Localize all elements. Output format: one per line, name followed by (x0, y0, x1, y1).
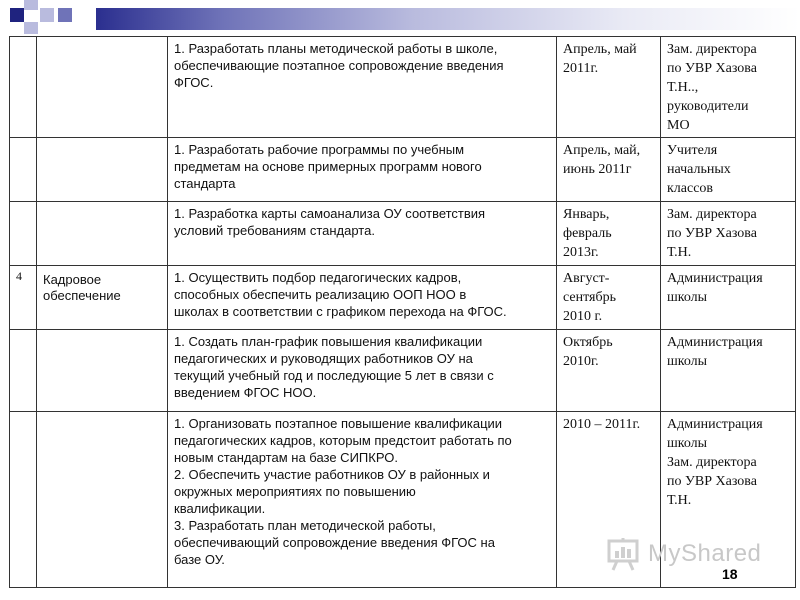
table-row (10, 202, 796, 266)
responsible-line: Т.Н. (667, 245, 692, 260)
task-cell (168, 266, 557, 330)
header-square-light (24, 22, 38, 34)
row-number (10, 138, 37, 202)
task-line: педагогических и руководящих работников ОУ на (174, 351, 473, 366)
table-row (10, 266, 796, 330)
task-line: 1. Организовать поэтапное повышение квалификации (174, 416, 503, 431)
responsible-line: классов (667, 181, 714, 196)
task-line: условий требованиям стандарта. (174, 223, 375, 238)
term-line: 2011г. (563, 61, 599, 76)
term-line: Апрель, май, (563, 143, 641, 158)
term-cell (557, 202, 661, 266)
task-line: 1. Создать план-график повышения квалификации (174, 334, 483, 349)
responsible-cell (661, 202, 796, 266)
responsible-cell (661, 37, 796, 138)
responsible-line: Зам. директора (667, 42, 757, 57)
task-line: 2. Обеспечить участие работников ОУ в районных и (174, 467, 490, 482)
term-line: июнь 2011г (563, 162, 632, 177)
term-cell (557, 37, 661, 138)
task-line: 1. Осуществить подбор педагогических кадров, (174, 270, 462, 285)
term-line: февраль (563, 226, 612, 241)
area-cell (37, 330, 168, 412)
task-line: обеспечивающий сопровождение введения ФГОС на (174, 535, 495, 550)
header-square-mid (58, 8, 72, 22)
area-cell (37, 202, 168, 266)
area-line: Кадровое (43, 272, 102, 287)
term-line: Август- (563, 271, 610, 286)
responsible-line: школы (667, 436, 708, 451)
header-square-dark (10, 8, 24, 22)
term-line: сентябрь (563, 290, 616, 305)
row-number: 4 (10, 266, 37, 330)
term-cell (557, 330, 661, 412)
task-line: 1. Разработать планы методической работы в школе, (174, 41, 498, 56)
task-line: предметам на основе примерных программ нового (174, 159, 482, 174)
task-cell (168, 138, 557, 202)
responsible-cell (661, 266, 796, 330)
responsible-line: Учителя (667, 143, 718, 158)
presentation-board-icon (606, 536, 642, 572)
responsible-line: по УВР Хазова (667, 474, 757, 489)
area-cell (37, 266, 168, 330)
responsible-line: МО (667, 118, 690, 133)
task-line: базе ОУ. (174, 552, 225, 567)
term-line: 2013г. (563, 245, 599, 260)
task-line: квалификации. (174, 501, 266, 516)
term-line: Январь, (563, 207, 610, 222)
plan-table (9, 36, 796, 588)
task-line: педагогических кадров, которым предстоит работать по (174, 433, 512, 448)
row-number (10, 412, 37, 588)
task-line: способных обеспечить реализацию ООП НОО в (174, 287, 467, 302)
responsible-line: Т.Н.., (667, 80, 699, 95)
table-row (10, 37, 796, 138)
row-number (10, 330, 37, 412)
term-cell (557, 138, 661, 202)
term-line: Апрель, май (563, 42, 637, 57)
responsible-line: школы (667, 290, 708, 305)
task-line: 1. Разработать рабочие программы по учебным (174, 142, 465, 157)
term-line: 2010 – 2011г. (563, 417, 641, 432)
watermark-text: MyShared (648, 540, 762, 567)
term-line: 2010 г. (563, 309, 603, 324)
header-square-light (40, 8, 54, 22)
task-line: окружных мероприятиях по повышению (174, 484, 416, 499)
responsible-line: Администрация (667, 271, 763, 286)
term-line: 2010г. (563, 354, 599, 369)
responsible-line: Зам. директора (667, 207, 757, 222)
header-square-light (24, 0, 38, 10)
task-line: обеспечивающие поэтапное сопровождение введения (174, 58, 504, 73)
term-cell (557, 266, 661, 330)
task-cell (168, 202, 557, 266)
header-gradient-bar (96, 8, 800, 30)
page-number: 18 (722, 566, 738, 582)
responsible-line: по УВР Хазова (667, 226, 757, 241)
task-line: новым стандартам на базе СИПКРО. (174, 450, 398, 465)
row-number (10, 202, 37, 266)
area-cell (37, 138, 168, 202)
task-line: 3. Разработать план методической работы, (174, 518, 436, 533)
responsible-line: Зам. директора (667, 455, 757, 470)
responsible-line: Администрация (667, 335, 763, 350)
responsible-cell (661, 138, 796, 202)
task-line: ФГОС. (174, 75, 214, 90)
responsible-line: Администрация (667, 417, 763, 432)
table-row (10, 138, 796, 202)
responsible-line: руководители (667, 99, 749, 114)
slide-header-decoration (0, 0, 800, 34)
table-row (10, 330, 796, 412)
task-cell (168, 330, 557, 412)
responsible-line: по УВР Хазова (667, 61, 757, 76)
row-number (10, 37, 37, 138)
task-line: текущий учебный год и последующие 5 лет в связи с (174, 368, 494, 383)
task-line: стандарта (174, 176, 236, 191)
task-line: школах в соответствии с графиком перехода на ФГОС. (174, 304, 507, 319)
area-cell (37, 412, 168, 588)
task-line: введением ФГОС НОО. (174, 385, 317, 400)
task-cell (168, 412, 557, 588)
responsible-cell (661, 330, 796, 412)
responsible-line: Т.Н. (667, 493, 692, 508)
term-line: Октябрь (563, 335, 613, 350)
responsible-line: начальных (667, 162, 731, 177)
task-cell (168, 37, 557, 138)
responsible-line: школы (667, 354, 708, 369)
area-cell (37, 37, 168, 138)
task-line: 1. Разработка карты самоанализа ОУ соответствия (174, 206, 486, 221)
area-line: обеспечение (43, 288, 121, 303)
